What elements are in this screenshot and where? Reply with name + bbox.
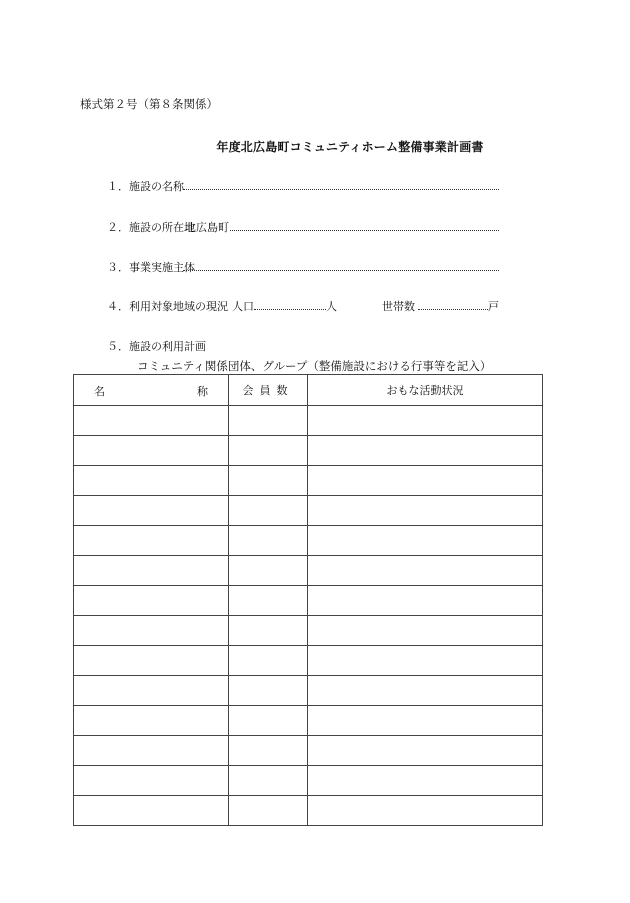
- cell-name[interactable]: [74, 766, 229, 796]
- table-row: [74, 646, 543, 676]
- table-row: [74, 586, 543, 616]
- cell-activities[interactable]: [308, 406, 543, 436]
- population-field[interactable]: [254, 309, 326, 310]
- cell-activities[interactable]: [308, 646, 543, 676]
- table-row: [74, 556, 543, 586]
- cell-members[interactable]: [229, 646, 308, 676]
- usage-plan-label: ５．施設の利用計画: [107, 340, 206, 353]
- cell-members[interactable]: [229, 766, 308, 796]
- cell-name[interactable]: [74, 646, 229, 676]
- cell-activities[interactable]: [308, 706, 543, 736]
- target-area-label: ４．利用対象地域の現況: [107, 300, 228, 313]
- cell-members[interactable]: [229, 406, 308, 436]
- cell-members[interactable]: [229, 466, 308, 496]
- table-row: [74, 616, 543, 646]
- cell-name[interactable]: [74, 796, 229, 826]
- cell-members[interactable]: [229, 796, 308, 826]
- header-name-right: 称: [197, 385, 208, 398]
- cell-activities[interactable]: [308, 496, 543, 526]
- households-field[interactable]: [418, 309, 488, 310]
- cell-activities[interactable]: [308, 736, 543, 766]
- document-title: 年度北広島町コミュニティホーム整備事業計画書: [216, 140, 484, 154]
- cell-members[interactable]: [229, 676, 308, 706]
- facility-location-prefix: 北広島町: [185, 221, 229, 234]
- cell-activities[interactable]: [308, 436, 543, 466]
- cell-activities[interactable]: [308, 676, 543, 706]
- cell-activities[interactable]: [308, 526, 543, 556]
- cell-name[interactable]: [74, 466, 229, 496]
- table-row: [74, 406, 543, 436]
- cell-name[interactable]: [74, 556, 229, 586]
- table-row: [74, 526, 543, 556]
- table-caption: コミュニティ関係団体、グループ（整備施設における行事等を記入）: [137, 359, 492, 373]
- table-row: [74, 736, 543, 766]
- cell-members[interactable]: [229, 436, 308, 466]
- table-row: [74, 676, 543, 706]
- facility-location-label: ２．施設の所在地: [107, 221, 195, 234]
- cell-name[interactable]: [74, 736, 229, 766]
- cell-name[interactable]: [74, 526, 229, 556]
- population-unit: 人: [326, 300, 337, 313]
- facility-name-label: １．施設の名称: [107, 180, 184, 193]
- cell-name[interactable]: [74, 406, 229, 436]
- header-name: [74, 375, 229, 406]
- table-row: [74, 796, 543, 826]
- facility-name-field[interactable]: [183, 189, 499, 190]
- cell-members[interactable]: [229, 586, 308, 616]
- cell-activities[interactable]: [308, 586, 543, 616]
- header-members: 会員数: [229, 375, 308, 406]
- operator-label: ３．事業実施主体: [107, 261, 195, 274]
- cell-name[interactable]: [74, 496, 229, 526]
- cell-name[interactable]: [74, 676, 229, 706]
- cell-members[interactable]: [229, 616, 308, 646]
- table-row: [74, 706, 543, 736]
- facility-location-field[interactable]: [230, 230, 499, 231]
- households-unit: 戸: [488, 300, 499, 313]
- cell-activities[interactable]: [308, 556, 543, 586]
- table-row: [74, 436, 543, 466]
- cell-activities[interactable]: [308, 466, 543, 496]
- operator-field[interactable]: [183, 270, 499, 271]
- cell-members[interactable]: [229, 526, 308, 556]
- cell-name[interactable]: [74, 706, 229, 736]
- table-row: [74, 466, 543, 496]
- households-label: 世帯数: [382, 300, 415, 313]
- cell-name[interactable]: [74, 586, 229, 616]
- table-body: [74, 406, 543, 826]
- cell-members[interactable]: [229, 556, 308, 586]
- cell-members[interactable]: [229, 706, 308, 736]
- group-activity-table: [73, 374, 543, 826]
- table-row: [74, 496, 543, 526]
- cell-members[interactable]: [229, 736, 308, 766]
- header-activities: おもな活動状況: [308, 375, 543, 406]
- cell-name[interactable]: [74, 436, 229, 466]
- population-label: 人口: [232, 300, 254, 313]
- form-number: 様式第２号（第８条関係）: [80, 97, 218, 111]
- table-header-row: [74, 375, 543, 406]
- cell-name[interactable]: [74, 616, 229, 646]
- cell-activities[interactable]: [308, 766, 543, 796]
- header-name-left: 名: [94, 385, 105, 398]
- cell-activities[interactable]: [308, 616, 543, 646]
- cell-members[interactable]: [229, 496, 308, 526]
- cell-activities[interactable]: [308, 796, 543, 826]
- table-row: [74, 766, 543, 796]
